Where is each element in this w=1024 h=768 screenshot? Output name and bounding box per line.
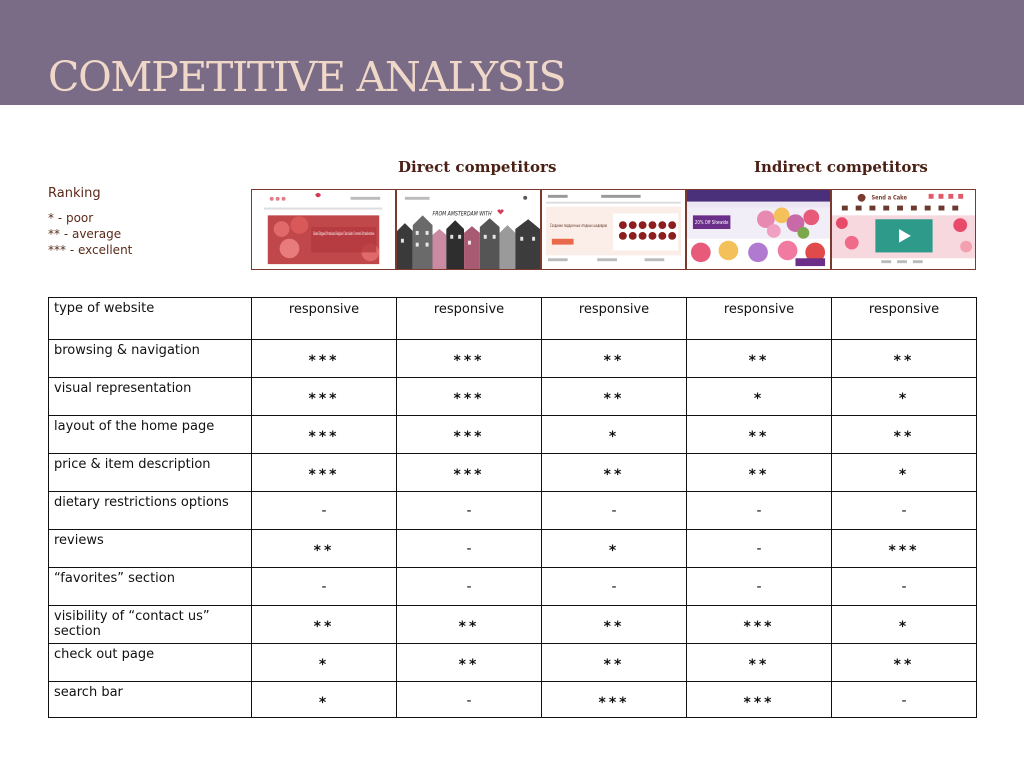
- table-row: [49, 416, 977, 454]
- competitor-4-screenshot: [686, 189, 831, 270]
- rating-cell: [542, 454, 687, 492]
- rating-cell: [252, 340, 397, 378]
- rating-cell: [542, 416, 687, 454]
- indirect-competitors-heading: Indirect competitors: [754, 158, 928, 176]
- rating-value: **: [458, 657, 480, 673]
- rating-value: -: [611, 503, 617, 519]
- rating-cell: [832, 644, 977, 682]
- rating-value: *: [898, 619, 910, 635]
- rating-cell: [252, 298, 397, 340]
- legend-symbol: *: [48, 211, 54, 225]
- rating-cell: [687, 492, 832, 530]
- rating-value: *: [318, 657, 330, 673]
- thumb-2-text: FROM AMSTERDAM WITH: [432, 211, 493, 218]
- rating-cell: [252, 492, 397, 530]
- rating-cell: [542, 492, 687, 530]
- table-row: [49, 606, 977, 644]
- rating-value: ***: [598, 695, 630, 711]
- rating-cell: [687, 644, 832, 682]
- criterion-cell: search bar: [49, 682, 252, 718]
- rating-cell: [252, 530, 397, 568]
- competitor-3-screenshot: [541, 189, 686, 270]
- rating-value: ***: [308, 467, 340, 483]
- rating-value: *: [318, 695, 330, 711]
- rating-value: -: [466, 579, 472, 595]
- rating-cell: [397, 340, 542, 378]
- rating-cell: [397, 416, 542, 454]
- legend-symbol: **: [48, 227, 60, 241]
- rating-cell: [832, 298, 977, 340]
- rating-cell: [687, 340, 832, 378]
- criterion-cell: reviews: [49, 530, 252, 568]
- website-type-value: responsive: [288, 302, 360, 317]
- rating-cell: [397, 530, 542, 568]
- rating-cell: [832, 492, 977, 530]
- criterion-cell: “favorites” section: [49, 568, 252, 606]
- legend-label: - poor: [57, 211, 94, 225]
- rating-value: **: [603, 619, 625, 635]
- legend-label: - excellent: [69, 243, 133, 257]
- rating-cell: [832, 416, 977, 454]
- table-row: [49, 682, 977, 718]
- rating-cell: [397, 492, 542, 530]
- legend-symbol: ***: [48, 243, 66, 257]
- rating-value: ***: [453, 467, 485, 483]
- rating-cell: [687, 454, 832, 492]
- rating-value: ***: [888, 543, 920, 559]
- rating-cell: [687, 298, 832, 340]
- table-row: [49, 378, 977, 416]
- competitor-2-screenshot: [396, 189, 541, 270]
- direct-competitors-heading: Direct competitors: [398, 158, 557, 176]
- rating-cell: [252, 682, 397, 718]
- rating-value: **: [603, 353, 625, 369]
- rating-cell: [252, 378, 397, 416]
- rating-value: -: [321, 579, 327, 595]
- comparison-table: [48, 297, 977, 718]
- rating-cell: [542, 644, 687, 682]
- rating-cell: [542, 340, 687, 378]
- rating-value: **: [313, 619, 335, 635]
- rating-value: -: [756, 503, 762, 519]
- rating-value: ***: [308, 429, 340, 445]
- rating-value: **: [748, 429, 770, 445]
- rating-cell: [832, 340, 977, 378]
- website-type-value: responsive: [433, 302, 505, 317]
- rating-value: **: [748, 353, 770, 369]
- rating-value: ***: [453, 429, 485, 445]
- legend-item-excellent: [48, 242, 132, 258]
- rating-value: -: [901, 693, 907, 709]
- rating-value: **: [458, 619, 480, 635]
- rating-cell: [832, 682, 977, 718]
- rating-cell: [542, 530, 687, 568]
- rating-cell: [542, 568, 687, 606]
- rating-value: **: [603, 467, 625, 483]
- website-type-value: responsive: [723, 302, 795, 317]
- rating-cell: [397, 378, 542, 416]
- legend-item-average: [48, 226, 132, 242]
- rating-value: -: [466, 541, 472, 557]
- criterion-cell: dietary restrictions options: [49, 492, 252, 530]
- rating-cell: [832, 378, 977, 416]
- thumb-5-text: Send a Cake: [871, 195, 907, 202]
- rating-value: *: [753, 391, 765, 407]
- rating-value: **: [893, 657, 915, 673]
- rating-value: **: [893, 429, 915, 445]
- rating-cell: [252, 568, 397, 606]
- rating-cell: [252, 416, 397, 454]
- table-row: [49, 298, 977, 340]
- rating-value: *: [898, 467, 910, 483]
- competitor-1-screenshot: [251, 189, 396, 270]
- rating-value: ***: [308, 391, 340, 407]
- rating-value: -: [466, 503, 472, 519]
- rating-value: ***: [453, 353, 485, 369]
- rating-cell: [542, 682, 687, 718]
- competitor-5-screenshot: [831, 189, 976, 270]
- rating-value: *: [898, 391, 910, 407]
- rating-value: -: [756, 541, 762, 557]
- rating-cell: [687, 568, 832, 606]
- criterion-cell: type of website: [49, 298, 252, 340]
- table-row: [49, 530, 977, 568]
- website-type-value: responsive: [578, 302, 650, 317]
- criterion-cell: visual representation: [49, 378, 252, 416]
- rating-cell: [397, 568, 542, 606]
- rating-value: **: [893, 353, 915, 369]
- criterion-cell: check out page: [49, 644, 252, 682]
- rating-value: -: [611, 579, 617, 595]
- rating-cell: [687, 682, 832, 718]
- criterion-cell: layout of the home page: [49, 416, 252, 454]
- rating-value: *: [608, 543, 620, 559]
- table-row: [49, 644, 977, 682]
- rating-cell: [687, 378, 832, 416]
- page-title: COMPETITIVE ANALYSIS: [48, 53, 566, 101]
- rating-value: **: [748, 467, 770, 483]
- thumb-1-text: Hand-Dipped Premium Belgian Chocolate Covered Strawberries: [313, 230, 375, 237]
- rating-value: ***: [743, 695, 775, 711]
- table-row: [49, 340, 977, 378]
- thumb-4-text: 20% Off Sitewide: [694, 220, 729, 227]
- rating-value: -: [901, 579, 907, 595]
- rating-value: *: [608, 429, 620, 445]
- rating-cell: [397, 682, 542, 718]
- website-type-value: responsive: [868, 302, 940, 317]
- header-banner: [0, 0, 1024, 105]
- rating-value: **: [313, 543, 335, 559]
- rating-value: -: [756, 579, 762, 595]
- rating-cell: [252, 644, 397, 682]
- rating-cell: [397, 298, 542, 340]
- rating-cell: [832, 454, 977, 492]
- rating-value: ***: [308, 353, 340, 369]
- table-row: [49, 492, 977, 530]
- rating-cell: [542, 606, 687, 644]
- criterion-cell: browsing & navigation: [49, 340, 252, 378]
- rating-cell: [397, 644, 542, 682]
- rating-value: **: [748, 657, 770, 673]
- rating-cell: [542, 298, 687, 340]
- rating-cell: [542, 378, 687, 416]
- rating-value: -: [901, 503, 907, 519]
- rating-value: ***: [453, 391, 485, 407]
- legend-item-poor: [48, 210, 132, 226]
- table-row: [49, 454, 977, 492]
- legend-label: - average: [63, 227, 122, 241]
- rating-cell: [252, 454, 397, 492]
- rating-cell: [397, 606, 542, 644]
- table-row: [49, 568, 977, 606]
- rating-cell: [687, 530, 832, 568]
- rating-value: **: [603, 391, 625, 407]
- rating-cell: [397, 454, 542, 492]
- rating-value: ***: [743, 619, 775, 635]
- criterion-cell: visibility of “contact us” section: [49, 606, 252, 644]
- rating-cell: [832, 568, 977, 606]
- rating-value: -: [321, 503, 327, 519]
- rating-cell: [687, 606, 832, 644]
- ranking-legend: [48, 186, 132, 258]
- legend-title: Ranking: [48, 186, 101, 201]
- rating-cell: [252, 606, 397, 644]
- rating-value: **: [603, 657, 625, 673]
- thumb-3-text: Создание подарочных ягодных шедевров: [549, 224, 608, 230]
- rating-cell: [832, 606, 977, 644]
- rating-cell: [832, 530, 977, 568]
- criterion-cell: price & item description: [49, 454, 252, 492]
- rating-value: -: [466, 693, 472, 709]
- rating-cell: [687, 416, 832, 454]
